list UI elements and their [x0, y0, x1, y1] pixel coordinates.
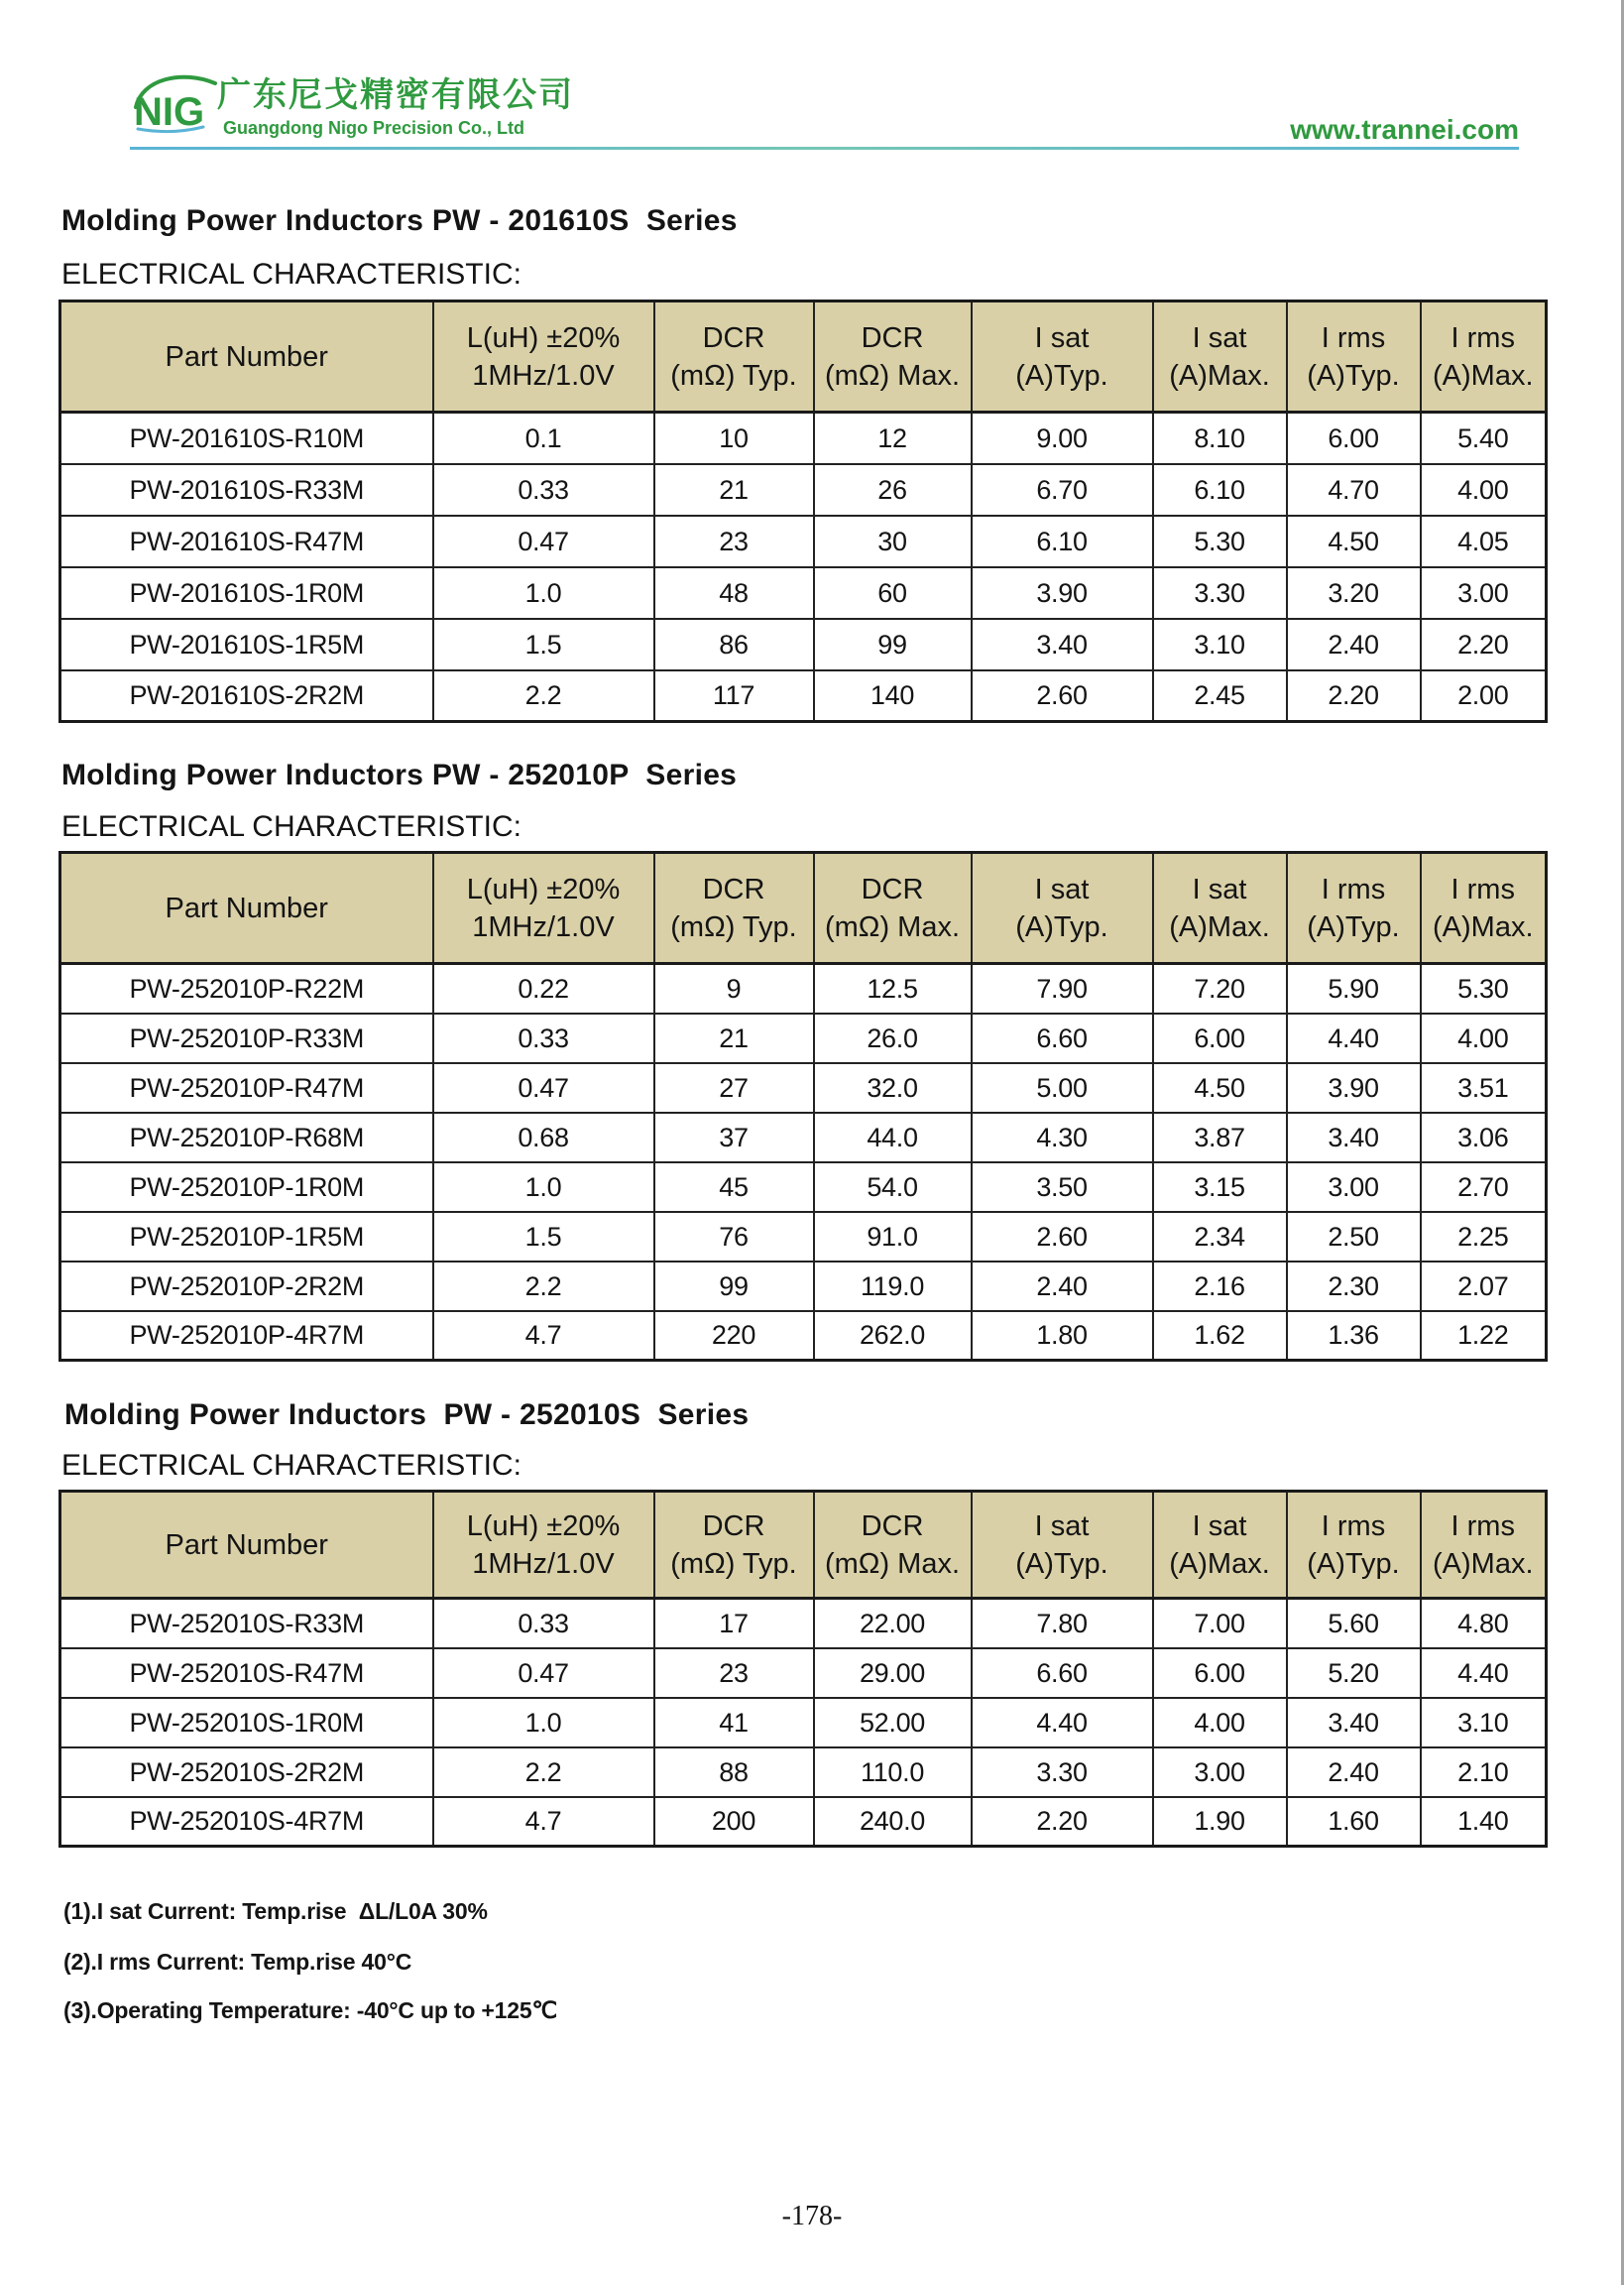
cell-isat-max: 2.16	[1153, 1262, 1287, 1311]
cell-dcr-typ: 23	[654, 1648, 814, 1698]
cell-dcr-typ: 99	[654, 1262, 814, 1311]
cell-irms-max: 3.00	[1421, 567, 1547, 619]
cell-dcr-typ: 86	[654, 619, 814, 670]
cell-part-number: PW-201610S-1R0M	[60, 567, 433, 619]
column-header-part-number-line-1: Part Number	[165, 1528, 328, 1561]
cell-irms-typ: 1.60	[1287, 1797, 1421, 1847]
column-header-isat-typ-line-1: I sat	[1034, 873, 1090, 905]
column-header-dcr-typ-line-2: (mΩ) Typ.	[670, 910, 797, 943]
cell-part-number: PW-252010P-1R0M	[60, 1162, 433, 1212]
column-header-part-number	[60, 853, 433, 964]
table-body	[60, 1599, 1547, 1847]
cell-dcr-typ: 27	[654, 1063, 814, 1113]
cell-part-number: PW-252010S-1R0M	[60, 1698, 433, 1747]
cell-part-number: PW-252010P-4R7M	[60, 1311, 433, 1361]
cell-irms-typ: 5.90	[1287, 964, 1421, 1014]
cell-part-number: PW-252010P-R33M	[60, 1014, 433, 1063]
cell-irms-typ: 2.20	[1287, 670, 1421, 722]
cell-dcr-typ: 45	[654, 1162, 814, 1212]
cell-part-number: PW-252010P-R22M	[60, 964, 433, 1014]
cell-isat-typ: 3.30	[972, 1747, 1153, 1797]
column-header-isat-typ	[972, 301, 1153, 413]
column-header-irms-max	[1421, 1492, 1547, 1599]
series-title: Molding Power Inductors PW - 252010S Series	[64, 1398, 750, 1431]
cell-irms-max: 4.00	[1421, 1014, 1547, 1063]
table-row	[60, 619, 1547, 670]
cell-isat-max: 7.00	[1153, 1599, 1287, 1648]
electrical-characteristics-table	[58, 1490, 1548, 1848]
table-body	[60, 964, 1547, 1361]
cell-isat-typ: 2.60	[972, 670, 1153, 722]
cell-isat-typ: 4.40	[972, 1698, 1153, 1747]
cell-irms-typ: 5.20	[1287, 1648, 1421, 1698]
cell-inductance: 0.1	[433, 413, 654, 464]
cell-dcr-max: 99	[814, 619, 972, 670]
column-header-isat-max-line-1: I sat	[1192, 1509, 1247, 1542]
company-name-english: Guangdong Nigo Precision Co., Ltd	[223, 118, 524, 138]
cell-part-number: PW-252010P-1R5M	[60, 1212, 433, 1262]
column-header-dcr-max	[814, 301, 972, 413]
cell-part-number: PW-252010S-R33M	[60, 1599, 433, 1648]
note-isat: (1).I sat Current: Temp.rise ΔL/L0A 30%	[63, 1898, 488, 1924]
column-header-irms-max-line-2: (A)Max.	[1433, 910, 1534, 943]
cell-dcr-typ: 21	[654, 464, 814, 516]
column-header-irms-typ	[1287, 853, 1421, 964]
cell-part-number: PW-252010S-2R2M	[60, 1747, 433, 1797]
table-row	[60, 964, 1547, 1014]
cell-isat-max: 6.00	[1153, 1014, 1287, 1063]
table-row	[60, 1599, 1547, 1648]
column-header-dcr-max-line-2: (mΩ) Max.	[824, 910, 961, 943]
cell-part-number: PW-252010P-R47M	[60, 1063, 433, 1113]
cell-irms-max: 4.40	[1421, 1648, 1547, 1698]
column-header-part-number	[60, 301, 433, 413]
cell-inductance: 1.5	[433, 1212, 654, 1262]
cell-dcr-max: 140	[814, 670, 972, 722]
column-header-isat-max-line-2: (A)Max.	[1169, 359, 1270, 392]
table-row	[60, 670, 1547, 722]
column-header-inductance-line-1: L(uH) ±20%	[466, 1509, 621, 1542]
cell-isat-typ: 6.60	[972, 1014, 1153, 1063]
cell-irms-max: 2.10	[1421, 1747, 1547, 1797]
cell-isat-typ: 3.90	[972, 567, 1153, 619]
cell-isat-typ: 6.70	[972, 464, 1153, 516]
cell-irms-max: 3.51	[1421, 1063, 1547, 1113]
cell-isat-typ: 2.40	[972, 1262, 1153, 1311]
column-header-isat-max-line-1: I sat	[1192, 321, 1247, 354]
logo-lettering: NIG	[134, 90, 205, 134]
cell-isat-max: 2.45	[1153, 670, 1287, 722]
cell-isat-typ: 1.80	[972, 1311, 1153, 1361]
cell-irms-typ: 3.00	[1287, 1162, 1421, 1212]
cell-inductance: 4.7	[433, 1797, 654, 1847]
cell-part-number: PW-201610S-2R2M	[60, 670, 433, 722]
cell-irms-typ: 2.40	[1287, 1747, 1421, 1797]
cell-dcr-typ: 37	[654, 1113, 814, 1162]
cell-dcr-max: 30	[814, 516, 972, 567]
cell-isat-max: 3.15	[1153, 1162, 1287, 1212]
table-body	[60, 413, 1547, 722]
column-header-irms-typ-line-2: (A)Typ.	[1307, 910, 1400, 943]
table-row	[60, 464, 1547, 516]
table-row	[60, 567, 1547, 619]
cell-isat-max: 2.34	[1153, 1212, 1287, 1262]
cell-irms-typ: 1.36	[1287, 1311, 1421, 1361]
cell-inductance: 2.2	[433, 1262, 654, 1311]
cell-isat-max: 8.10	[1153, 413, 1287, 464]
column-header-inductance	[433, 301, 654, 413]
column-header-part-number-line-1: Part Number	[165, 892, 328, 924]
cell-isat-typ: 2.20	[972, 1797, 1153, 1847]
cell-irms-max: 2.07	[1421, 1262, 1547, 1311]
column-header-dcr-max-line-2: (mΩ) Max.	[824, 359, 961, 392]
column-header-isat-max-line-2: (A)Max.	[1169, 1547, 1270, 1580]
nig-logo-icon	[132, 63, 217, 133]
cell-isat-typ: 3.40	[972, 619, 1153, 670]
cell-inductance: 0.22	[433, 964, 654, 1014]
cell-part-number: PW-201610S-R47M	[60, 516, 433, 567]
cell-irms-max: 5.40	[1421, 413, 1547, 464]
table-row	[60, 413, 1547, 464]
cell-irms-max: 4.00	[1421, 464, 1547, 516]
cell-inductance: 0.33	[433, 1599, 654, 1648]
column-header-inductance-line-2: 1MHz/1.0V	[472, 1547, 615, 1580]
cell-irms-typ: 5.60	[1287, 1599, 1421, 1648]
column-header-dcr-typ	[654, 853, 814, 964]
cell-dcr-max: 29.00	[814, 1648, 972, 1698]
note-irms: (2).I rms Current: Temp.rise 40°C	[63, 1949, 412, 1975]
column-header-irms-max	[1421, 853, 1547, 964]
cell-isat-typ: 2.60	[972, 1212, 1153, 1262]
electrical-characteristic-heading: ELECTRICAL CHARACTERISTIC:	[61, 810, 522, 843]
cell-irms-max: 3.10	[1421, 1698, 1547, 1747]
cell-irms-typ: 4.40	[1287, 1014, 1421, 1063]
electrical-characteristic-heading: ELECTRICAL CHARACTERISTIC:	[61, 258, 522, 291]
table-row	[60, 1262, 1547, 1311]
column-header-isat-max-line-1: I sat	[1192, 873, 1247, 905]
cell-irms-typ: 6.00	[1287, 413, 1421, 464]
cell-inductance: 4.7	[433, 1311, 654, 1361]
column-header-dcr-typ-line-1: DCR	[702, 873, 765, 905]
column-header-isat-typ-line-2: (A)Typ.	[1015, 910, 1108, 943]
cell-dcr-max: 26.0	[814, 1014, 972, 1063]
column-header-dcr-max-line-1: DCR	[861, 1509, 924, 1542]
table-row	[60, 1014, 1547, 1063]
cell-inductance: 0.33	[433, 464, 654, 516]
column-header-dcr-max-line-2: (mΩ) Max.	[824, 1547, 961, 1580]
header-row	[60, 301, 1547, 413]
header-row	[60, 853, 1547, 964]
cell-dcr-typ: 76	[654, 1212, 814, 1262]
cell-irms-typ: 3.20	[1287, 567, 1421, 619]
column-header-irms-typ	[1287, 301, 1421, 413]
cell-part-number: PW-252010S-4R7M	[60, 1797, 433, 1847]
column-header-isat-max	[1153, 1492, 1287, 1599]
cell-part-number: PW-252010S-R47M	[60, 1648, 433, 1698]
column-header-irms-typ	[1287, 1492, 1421, 1599]
table-row	[60, 1063, 1547, 1113]
cell-dcr-typ: 117	[654, 670, 814, 722]
cell-dcr-typ: 21	[654, 1014, 814, 1063]
cell-irms-typ: 2.40	[1287, 619, 1421, 670]
table-row	[60, 1212, 1547, 1262]
table-row	[60, 1162, 1547, 1212]
cell-dcr-typ: 10	[654, 413, 814, 464]
page-number: -178-	[781, 2201, 843, 2231]
column-header-dcr-max-line-1: DCR	[861, 321, 924, 354]
cell-isat-typ: 7.80	[972, 1599, 1153, 1648]
cell-part-number: PW-201610S-R33M	[60, 464, 433, 516]
table-header	[60, 853, 1547, 964]
cell-isat-max: 3.30	[1153, 567, 1287, 619]
cell-isat-typ: 7.90	[972, 964, 1153, 1014]
column-header-dcr-typ-line-1: DCR	[702, 1509, 765, 1542]
column-header-isat-typ-line-2: (A)Typ.	[1015, 1547, 1108, 1580]
cell-irms-typ: 3.40	[1287, 1113, 1421, 1162]
column-header-dcr-typ-line-2: (mΩ) Typ.	[670, 359, 797, 392]
column-header-dcr-max	[814, 1492, 972, 1599]
cell-irms-max: 5.30	[1421, 964, 1547, 1014]
cell-irms-max: 4.05	[1421, 516, 1547, 567]
column-header-dcr-typ-line-1: DCR	[702, 321, 765, 354]
cell-dcr-max: 91.0	[814, 1212, 972, 1262]
cell-inductance: 1.0	[433, 1698, 654, 1747]
cell-part-number: PW-201610S-R10M	[60, 413, 433, 464]
column-header-isat-typ-line-1: I sat	[1034, 1509, 1090, 1542]
cell-inductance: 1.0	[433, 1162, 654, 1212]
table-row	[60, 516, 1547, 567]
series-title: Molding Power Inductors PW - 252010P Series	[61, 759, 738, 791]
cell-isat-max: 5.30	[1153, 516, 1287, 567]
column-header-isat-typ	[972, 853, 1153, 964]
cell-irms-max: 2.25	[1421, 1212, 1547, 1262]
cell-inductance: 0.68	[433, 1113, 654, 1162]
company-name-chinese: 广东尼戈精密有限公司	[217, 75, 574, 115]
column-header-irms-max-line-2: (A)Max.	[1433, 1547, 1534, 1580]
note-operating-temperature: (3).Operating Temperature: -40°C up to +125℃	[63, 1997, 558, 2023]
column-header-irms-typ-line-1: I rms	[1321, 873, 1386, 905]
cell-irms-max: 2.00	[1421, 670, 1547, 722]
cell-part-number: PW-252010P-2R2M	[60, 1262, 433, 1311]
cell-inductance: 0.47	[433, 1648, 654, 1698]
column-header-inductance-line-2: 1MHz/1.0V	[472, 359, 615, 392]
column-header-part-number-line-1: Part Number	[165, 340, 328, 373]
header-rule-line	[130, 147, 1519, 150]
cell-isat-max: 6.10	[1153, 464, 1287, 516]
cell-irms-max: 2.20	[1421, 619, 1547, 670]
cell-isat-typ: 4.30	[972, 1113, 1153, 1162]
electrical-characteristics-table	[58, 851, 1548, 1362]
electrical-characteristic-heading: ELECTRICAL CHARACTERISTIC:	[61, 1449, 522, 1482]
cell-dcr-max: 26	[814, 464, 972, 516]
cell-irms-max: 1.40	[1421, 1797, 1547, 1847]
column-header-dcr-max	[814, 853, 972, 964]
column-header-inductance	[433, 1492, 654, 1599]
header-row	[60, 1492, 1547, 1599]
cell-dcr-max: 22.00	[814, 1599, 972, 1648]
cell-dcr-max: 52.00	[814, 1698, 972, 1747]
table-header	[60, 301, 1547, 413]
cell-irms-typ: 3.90	[1287, 1063, 1421, 1113]
column-header-irms-typ-line-2: (A)Typ.	[1307, 1547, 1400, 1580]
cell-dcr-max: 12	[814, 413, 972, 464]
cell-part-number: PW-252010P-R68M	[60, 1113, 433, 1162]
electrical-characteristics-table	[58, 300, 1548, 723]
column-header-isat-max-line-2: (A)Max.	[1169, 910, 1270, 943]
cell-dcr-max: 262.0	[814, 1311, 972, 1361]
column-header-inductance	[433, 853, 654, 964]
column-header-dcr-max-line-1: DCR	[861, 873, 924, 905]
cell-irms-typ: 4.70	[1287, 464, 1421, 516]
cell-isat-typ: 9.00	[972, 413, 1153, 464]
cell-dcr-typ: 88	[654, 1747, 814, 1797]
column-header-isat-max	[1153, 301, 1287, 413]
cell-isat-max: 1.62	[1153, 1311, 1287, 1361]
table-row	[60, 1113, 1547, 1162]
table-row	[60, 1698, 1547, 1747]
cell-irms-max: 1.22	[1421, 1311, 1547, 1361]
cell-isat-max: 7.20	[1153, 964, 1287, 1014]
column-header-isat-typ-line-2: (A)Typ.	[1015, 359, 1108, 392]
table-row	[60, 1648, 1547, 1698]
website-url: www.trannei.com	[1290, 114, 1519, 145]
cell-dcr-typ: 23	[654, 516, 814, 567]
cell-part-number: PW-201610S-1R5M	[60, 619, 433, 670]
column-header-dcr-typ-line-2: (mΩ) Typ.	[670, 1547, 797, 1580]
column-header-irms-typ-line-1: I rms	[1321, 321, 1386, 354]
cell-irms-typ: 4.50	[1287, 516, 1421, 567]
table-row	[60, 1797, 1547, 1847]
cell-isat-max: 1.90	[1153, 1797, 1287, 1847]
cell-irms-typ: 2.30	[1287, 1262, 1421, 1311]
cell-dcr-max: 44.0	[814, 1113, 972, 1162]
table-row	[60, 1311, 1547, 1361]
cell-dcr-typ: 41	[654, 1698, 814, 1747]
cell-inductance: 2.2	[433, 1747, 654, 1797]
column-header-isat-typ-line-1: I sat	[1034, 321, 1090, 354]
cell-irms-typ: 2.50	[1287, 1212, 1421, 1262]
cell-dcr-max: 54.0	[814, 1162, 972, 1212]
table-row	[60, 1747, 1547, 1797]
cell-inductance: 1.0	[433, 567, 654, 619]
column-header-irms-max-line-1: I rms	[1450, 321, 1515, 354]
column-header-irms-max-line-2: (A)Max.	[1433, 359, 1534, 392]
column-header-irms-max-line-1: I rms	[1450, 873, 1515, 905]
cell-dcr-typ: 200	[654, 1797, 814, 1847]
cell-irms-max: 3.06	[1421, 1113, 1547, 1162]
cell-dcr-max: 240.0	[814, 1797, 972, 1847]
cell-dcr-typ: 17	[654, 1599, 814, 1648]
column-header-dcr-typ	[654, 301, 814, 413]
cell-dcr-typ: 9	[654, 964, 814, 1014]
cell-dcr-typ: 48	[654, 567, 814, 619]
column-header-dcr-typ	[654, 1492, 814, 1599]
column-header-irms-max-line-1: I rms	[1450, 1509, 1515, 1542]
column-header-inductance-line-1: L(uH) ±20%	[466, 321, 621, 354]
cell-isat-typ: 6.10	[972, 516, 1153, 567]
cell-inductance: 2.2	[433, 670, 654, 722]
cell-dcr-max: 60	[814, 567, 972, 619]
cell-inductance: 1.5	[433, 619, 654, 670]
cell-inductance: 0.47	[433, 1063, 654, 1113]
cell-isat-max: 4.00	[1153, 1698, 1287, 1747]
series-title: Molding Power Inductors PW - 201610S Series	[61, 204, 738, 237]
column-header-isat-typ	[972, 1492, 1153, 1599]
column-header-isat-max	[1153, 853, 1287, 964]
cell-irms-max: 4.80	[1421, 1599, 1547, 1648]
column-header-irms-max	[1421, 301, 1547, 413]
cell-isat-typ: 6.60	[972, 1648, 1153, 1698]
cell-dcr-max: 119.0	[814, 1262, 972, 1311]
cell-dcr-max: 12.5	[814, 964, 972, 1014]
cell-isat-max: 6.00	[1153, 1648, 1287, 1698]
cell-dcr-max: 110.0	[814, 1747, 972, 1797]
cell-dcr-typ: 220	[654, 1311, 814, 1361]
cell-isat-max: 3.87	[1153, 1113, 1287, 1162]
column-header-irms-typ-line-1: I rms	[1321, 1509, 1386, 1542]
column-header-inductance-line-2: 1MHz/1.0V	[472, 910, 615, 943]
column-header-inductance-line-1: L(uH) ±20%	[466, 873, 621, 905]
cell-inductance: 0.33	[433, 1014, 654, 1063]
cell-isat-max: 3.10	[1153, 619, 1287, 670]
cell-isat-max: 3.00	[1153, 1747, 1287, 1797]
cell-irms-typ: 3.40	[1287, 1698, 1421, 1747]
cell-irms-max: 2.70	[1421, 1162, 1547, 1212]
column-header-irms-typ-line-2: (A)Typ.	[1307, 359, 1400, 392]
column-header-part-number	[60, 1492, 433, 1599]
cell-inductance: 0.47	[433, 516, 654, 567]
cell-dcr-max: 32.0	[814, 1063, 972, 1113]
cell-isat-typ: 5.00	[972, 1063, 1153, 1113]
cell-isat-typ: 3.50	[972, 1162, 1153, 1212]
table-header	[60, 1492, 1547, 1599]
cell-isat-max: 4.50	[1153, 1063, 1287, 1113]
